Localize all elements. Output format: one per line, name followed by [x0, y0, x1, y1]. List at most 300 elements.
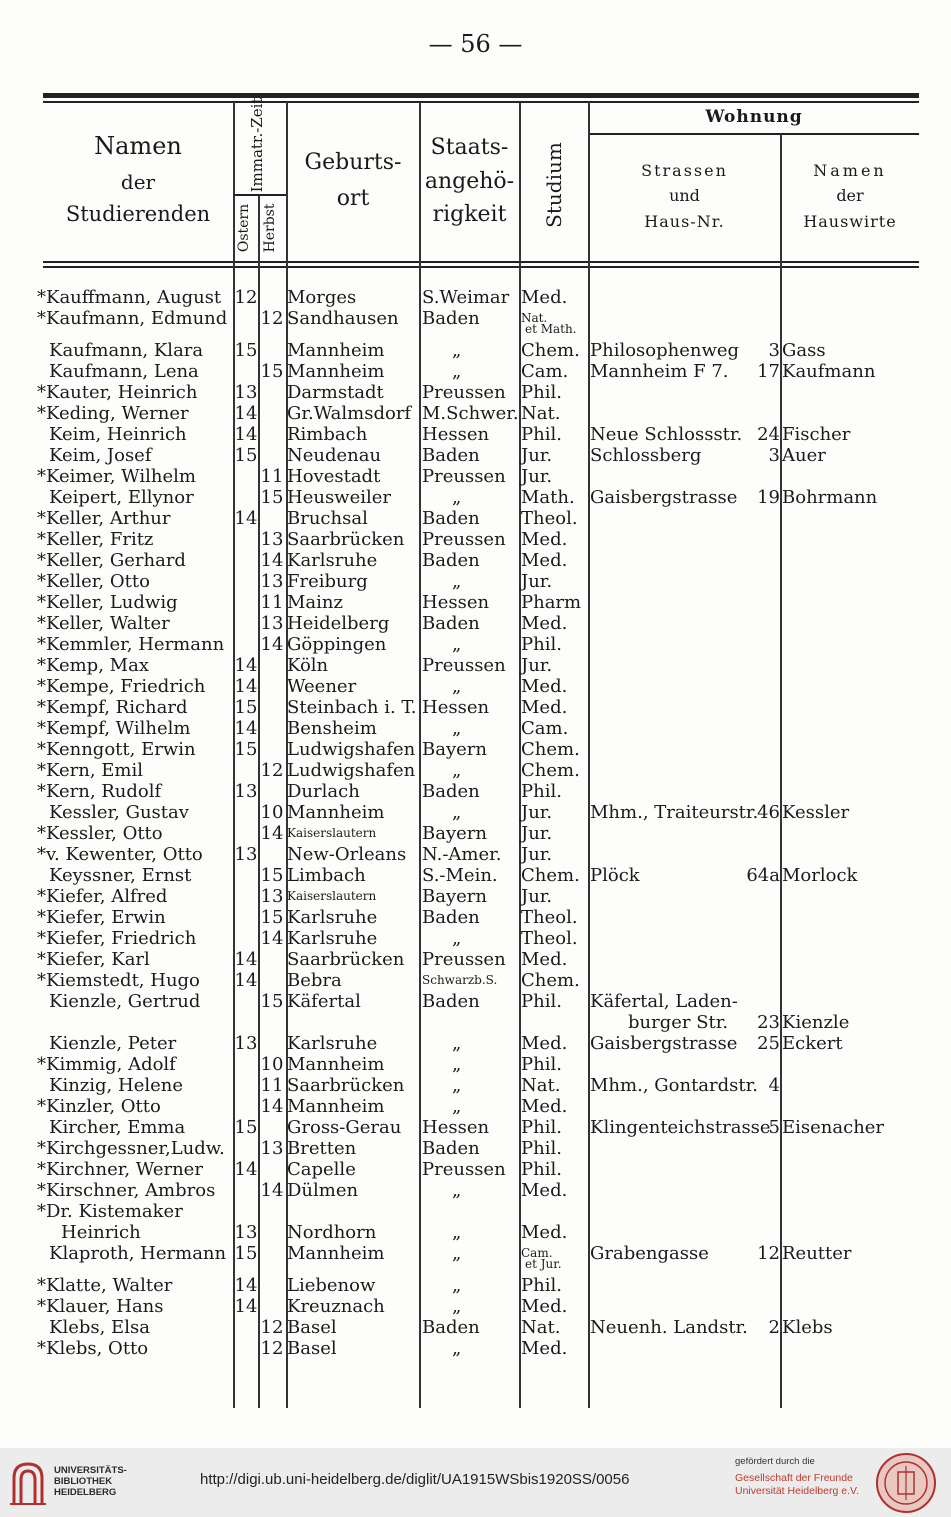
staatsangehoerigkeit: Preussen	[422, 466, 506, 487]
table-row	[0, 1222, 951, 1243]
header-rule-1	[43, 261, 919, 263]
staatsangehoerigkeit: „	[452, 361, 462, 382]
table-row	[0, 613, 951, 634]
table-row	[0, 445, 951, 466]
student-name: *Keller, Walter	[37, 613, 170, 634]
immatr-ostern: 15	[234, 340, 258, 361]
student-name: *Kempf, Wilhelm	[37, 718, 191, 739]
staatsangehoerigkeit: „	[452, 760, 462, 781]
staatsangehoerigkeit: „	[452, 1033, 462, 1054]
studium: Cam.	[521, 718, 569, 739]
table-row	[0, 1243, 951, 1271]
top-rule	[43, 93, 919, 98]
student-name: *Kaufmann, Edmund	[37, 308, 228, 329]
strasse: Schlossberg	[590, 445, 702, 466]
geburtsort: Karlsruhe	[287, 550, 378, 571]
staatsangehoerigkeit: Baden	[422, 445, 480, 466]
strasse: Klingenteichstrasse	[590, 1117, 771, 1138]
geburtsort: Mannheim	[287, 802, 385, 823]
table-row	[0, 739, 951, 760]
hauswirt: Klebs	[782, 1317, 833, 1338]
geburtsort: Mainz	[287, 592, 343, 613]
staatsangehoerigkeit: Baden	[422, 550, 480, 571]
geburtsort: Ludwigshafen	[287, 760, 416, 781]
studium: Phil.	[521, 991, 562, 1012]
student-name: *Kiemstedt, Hugo	[37, 970, 200, 991]
student-name: *Kiefer, Karl	[37, 949, 150, 970]
hausnummer: 12	[757, 1243, 780, 1264]
staatsangehoerigkeit: Baden	[422, 781, 480, 802]
hauswirt: Morlock	[782, 865, 858, 886]
table-row	[0, 655, 951, 676]
studium: Jur.	[521, 886, 553, 907]
immatr-herbst: 14	[260, 823, 284, 844]
immatr-herbst: 14	[260, 1096, 284, 1117]
table-row	[0, 760, 951, 781]
table-row	[0, 802, 951, 823]
studium: Phil.	[521, 1275, 562, 1296]
studium: Theol.	[521, 907, 578, 928]
staatsangehoerigkeit: „	[452, 928, 462, 949]
geburtsort: Köln	[287, 655, 329, 676]
student-name: *Kiefer, Erwin	[37, 907, 166, 928]
staatsangehoerigkeit: „	[452, 571, 462, 592]
immatr-ostern: 12	[234, 287, 258, 308]
staatsangehoerigkeit: Preussen	[422, 655, 506, 676]
staatsangehoerigkeit: Bayern	[422, 739, 487, 760]
header-namen: Namen	[94, 132, 182, 160]
student-name: Kinzig, Helene	[49, 1075, 184, 1096]
staatsangehoerigkeit: Baden	[422, 907, 480, 928]
student-name: *Kern, Emil	[37, 760, 143, 781]
staatsangehoerigkeit: Preussen	[422, 529, 506, 550]
immatr-ostern: 14	[234, 403, 258, 424]
student-name: *Kiefer, Friedrich	[37, 928, 197, 949]
geburtsort: Morges	[287, 287, 357, 308]
table-row	[0, 1296, 951, 1317]
student-name: *Klatte, Walter	[37, 1275, 173, 1296]
hauswirt: Bohrmann	[782, 487, 878, 508]
geburtsort: Karlsruhe	[287, 928, 378, 949]
staatsangehoerigkeit: N.-Amer.	[422, 844, 502, 865]
table-row	[0, 1201, 951, 1222]
header-der-wirte: der	[836, 186, 864, 205]
staatsangehoerigkeit: „	[452, 676, 462, 697]
geburtsort: Liebenow	[287, 1275, 376, 1296]
staatsangehoerigkeit: Hessen	[422, 592, 490, 613]
header-studierenden: Studierenden	[65, 202, 211, 226]
hausnummer: 24	[757, 424, 780, 445]
studium: Med.	[521, 1338, 568, 1359]
library-name: UNIVERSITÄTS- BIBLIOTHEK HEIDELBERG	[54, 1465, 127, 1498]
geburtsort: Capelle	[287, 1159, 356, 1180]
studium: Med.	[521, 529, 568, 550]
staatsangehoerigkeit: „	[452, 1275, 462, 1296]
staatsangehoerigkeit: „	[452, 1296, 462, 1317]
immatr-ostern: 14	[234, 655, 258, 676]
geburtsort: Neudenau	[287, 445, 382, 466]
geburtsort: Mannheim	[287, 361, 385, 382]
immatr-ostern: 15	[234, 1117, 258, 1138]
immatr-ostern: 14	[234, 424, 258, 445]
immatr-herbst: 13	[260, 529, 284, 550]
student-name: *Kessler, Otto	[37, 823, 163, 844]
table-row	[0, 949, 951, 970]
hauswirt: Reutter	[782, 1243, 852, 1264]
geburtsort: Nordhorn	[287, 1222, 377, 1243]
student-name: *Kirchner, Werner	[37, 1159, 203, 1180]
student-name: *Kiefer, Alfred	[37, 886, 168, 907]
header-strassen: Strassen	[641, 161, 728, 180]
hauswirt: Eisenacher	[782, 1117, 885, 1138]
geburtsort: Karlsruhe	[287, 907, 378, 928]
hauswirt: Kessler	[782, 802, 850, 823]
table-row	[0, 718, 951, 739]
staatsangehoerigkeit: S.Weimar	[422, 287, 510, 308]
staatsangehoerigkeit: „	[452, 718, 462, 739]
hausnummer: 25	[757, 1033, 780, 1054]
header-studium: Studium	[542, 142, 566, 228]
staatsangehoerigkeit: Baden	[422, 508, 480, 529]
strasse: Mhm., Gontardstr.	[590, 1075, 758, 1096]
staatsangehoerigkeit: Baden	[422, 991, 480, 1012]
immatr-ostern: 15	[234, 739, 258, 760]
studium: Phil.	[521, 1159, 562, 1180]
immatr-ostern: 15	[234, 697, 258, 718]
studium: Phil.	[521, 1054, 562, 1075]
table-row	[0, 1317, 951, 1338]
hauswirt: Eckert	[782, 1033, 843, 1054]
hauswirt: Fischer	[782, 424, 851, 445]
table-row	[0, 1054, 951, 1075]
table-row	[0, 886, 951, 907]
immatr-ostern: 13	[234, 844, 258, 865]
strasse: Philosophenweg	[590, 340, 740, 361]
library-logo-icon	[10, 1458, 46, 1506]
sponsor-name: Gesellschaft der Freunde Universität Heidelberg e.V.	[735, 1472, 859, 1497]
immatr-herbst: 15	[260, 487, 284, 508]
geburtsort: Saarbrücken	[287, 1075, 405, 1096]
student-name: *Kemmler, Hermann	[37, 634, 225, 655]
hausnummer: 19	[757, 487, 780, 508]
staatsangehoerigkeit: M.Schwer.	[422, 403, 519, 424]
top-rule-thin	[43, 101, 919, 103]
studium: Chem.	[521, 865, 580, 886]
table-row	[0, 676, 951, 697]
staatsangehoerigkeit: Bayern	[422, 886, 487, 907]
table-row	[0, 1180, 951, 1201]
table-row	[0, 424, 951, 445]
immatr-ostern: 14	[234, 1275, 258, 1296]
staatsangehoerigkeit: Hessen	[422, 424, 490, 445]
student-name: *Kempf, Richard	[37, 697, 188, 718]
geburtsort: Sandhausen	[287, 308, 399, 329]
geburtsort: Mannheim	[287, 1243, 385, 1264]
student-name: *Kern, Rudolf	[37, 781, 162, 802]
table-row	[0, 991, 951, 1033]
student-name: *Kirschner, Ambros	[37, 1180, 216, 1201]
hausnummer: 5	[768, 1117, 780, 1138]
studium: Cam.	[521, 361, 569, 382]
immatr-ostern: 14	[234, 970, 258, 991]
staatsangehoerigkeit: Hessen	[422, 1117, 490, 1138]
studium: Med.	[521, 1222, 568, 1243]
studium: Med.	[521, 949, 568, 970]
immatr-herbst: 15	[260, 907, 284, 928]
immatr-ostern: 15	[234, 445, 258, 466]
student-name: *Dr. Kistemaker	[37, 1201, 183, 1222]
student-name: *Klauer, Hans	[37, 1296, 164, 1317]
studium: Nat.	[521, 1075, 561, 1096]
staatsangehoerigkeit: „	[452, 634, 462, 655]
strasse: Grabengasse	[590, 1243, 709, 1264]
studium: Nat.	[521, 1317, 561, 1338]
hauswirt: Auer	[782, 445, 826, 466]
table-row	[0, 1275, 951, 1296]
geburtsort: Saarbrücken	[287, 949, 405, 970]
studium: Phil.	[521, 382, 562, 403]
student-name: *Keimer, Wilhelm	[37, 466, 196, 487]
student-name: *Kinzler, Otto	[37, 1096, 161, 1117]
studium: Med.	[521, 1180, 568, 1201]
geburtsort: Heusweiler	[287, 487, 392, 508]
header-geburts: Geburts-	[304, 150, 402, 175]
immatr-herbst: 14	[260, 928, 284, 949]
student-name: Klebs, Elsa	[49, 1317, 150, 1338]
student-name: *Keller, Gerhard	[37, 550, 186, 571]
strasse: Gaisbergstrasse	[590, 487, 738, 508]
immatr-herbst: 11	[260, 1075, 284, 1096]
header-ort: ort	[336, 186, 370, 211]
header-der: der	[120, 170, 156, 194]
hausnummer: 17	[757, 361, 780, 382]
studium: Jur.	[521, 655, 553, 676]
hausnummer: 46	[757, 802, 780, 823]
hausnummer: 3	[768, 445, 780, 466]
studium: Med.	[521, 676, 568, 697]
hausnummer: 3	[768, 340, 780, 361]
student-name: *Klebs, Otto	[37, 1338, 149, 1359]
staatsangehoerigkeit: „	[452, 340, 462, 361]
immatr-herbst: 13	[260, 886, 284, 907]
immatr-herbst: 10	[260, 1054, 284, 1075]
student-name: Kaufmann, Klara	[49, 340, 204, 361]
immatr-ostern: 14	[234, 1159, 258, 1180]
strasse: Käfertal, Laden-	[590, 991, 738, 1012]
table-row	[0, 287, 951, 308]
staatsangehoerigkeit: „	[452, 1054, 462, 1075]
immatr-herbst: 14	[260, 634, 284, 655]
table-row	[0, 1138, 951, 1159]
studium: Nat.	[521, 311, 548, 325]
geburtsort: Hovestadt	[287, 466, 381, 487]
table-row	[0, 308, 951, 336]
studium: Pharm	[521, 592, 582, 613]
strasse: Neuenh. Landstr.	[590, 1317, 748, 1338]
geburtsort: Karlsruhe	[287, 1033, 378, 1054]
table-row	[0, 508, 951, 529]
immatr-ostern: 13	[234, 1222, 258, 1243]
geburtsort: Steinbach i. T.	[287, 697, 417, 718]
header-staats: Staats-	[430, 135, 509, 160]
hauswirt: Kienzle	[782, 1012, 850, 1033]
student-name: *Keller, Ludwig	[37, 592, 178, 613]
geburtsort: Mannheim	[287, 340, 385, 361]
immatr-herbst: 15	[260, 361, 284, 382]
geburtsort: Basel	[287, 1317, 337, 1338]
studium: Med.	[521, 287, 568, 308]
geburtsort: Göppingen	[287, 634, 387, 655]
immatr-herbst: 14	[260, 1180, 284, 1201]
page-number: — 56 —	[428, 30, 523, 58]
student-name: Kaufmann, Lena	[49, 361, 199, 382]
table-row	[0, 1096, 951, 1117]
geburtsort: Weener	[287, 676, 357, 697]
student-name: Keipert, Ellynor	[49, 487, 194, 508]
table-row	[0, 340, 951, 361]
geburtsort: Limbach	[287, 865, 366, 886]
studium: Med.	[521, 1096, 568, 1117]
geburtsort: Freiburg	[287, 571, 368, 592]
staatsangehoerigkeit: Bayern	[422, 823, 487, 844]
header-angehoe: angehö-	[424, 169, 515, 194]
student-name: *Kauter, Heinrich	[37, 382, 198, 403]
hauswirt: Gass	[782, 340, 826, 361]
geburtsort: New-Orleans	[287, 844, 407, 865]
wohnung-rule	[589, 133, 919, 135]
studium-continued: et Math.	[525, 322, 577, 336]
strasse: Mhm., Traiteurstr.	[590, 802, 759, 823]
table-row	[0, 1159, 951, 1180]
geburtsort: Dülmen	[287, 1180, 359, 1201]
table-row	[0, 970, 951, 991]
studium: Phil.	[521, 424, 562, 445]
strasse: Neue Schlossstr.	[590, 424, 743, 445]
immatr-ostern: 15	[234, 1243, 258, 1264]
student-name: *Keller, Arthur	[37, 508, 171, 529]
studium: Jur.	[521, 445, 553, 466]
staatsangehoerigkeit: Baden	[422, 1317, 480, 1338]
immatr-ostern: 14	[234, 676, 258, 697]
studium: Chem.	[521, 739, 580, 760]
staatsangehoerigkeit: „	[452, 1222, 462, 1243]
table-row	[0, 907, 951, 928]
immatr-ostern: 13	[234, 781, 258, 802]
staatsangehoerigkeit: „	[452, 487, 462, 508]
table-row	[0, 844, 951, 865]
geburtsort: Kaiserslautern	[287, 826, 377, 840]
geburtsort: Bretten	[287, 1138, 357, 1159]
student-name: Keyssner, Ernst	[49, 865, 192, 886]
header-rigkeit: rigkeit	[432, 202, 507, 227]
table-row	[0, 361, 951, 382]
header-immatr-zeit: Immatr.-Zeit	[248, 97, 266, 193]
student-name: Kircher, Emma	[49, 1117, 186, 1138]
geburtsort: Darmstadt	[287, 382, 384, 403]
studium-continued: et Jur.	[525, 1257, 562, 1271]
studium: Jur.	[521, 823, 553, 844]
studium: Med.	[521, 613, 568, 634]
header-und: und	[669, 186, 700, 205]
table-row	[0, 487, 951, 508]
geburtsort: Mannheim	[287, 1096, 385, 1117]
geburtsort: Bensheim	[287, 718, 377, 739]
immatr-herbst: 12	[260, 760, 284, 781]
staatsangehoerigkeit: Preussen	[422, 1159, 506, 1180]
table-row	[0, 550, 951, 571]
student-name: *Kenngott, Erwin	[37, 739, 196, 760]
table-row	[0, 571, 951, 592]
geburtsort: Heidelberg	[287, 613, 390, 634]
table-row	[0, 1033, 951, 1054]
table-row	[0, 823, 951, 844]
student-name: *Kemp, Max	[37, 655, 149, 676]
table-row	[0, 865, 951, 886]
immatr-herbst: 12	[260, 1317, 284, 1338]
geburtsort: Kaiserslautern	[287, 889, 377, 903]
immatr-herbst: 10	[260, 802, 284, 823]
student-name: *Kirchgessner,Ludw.	[37, 1138, 225, 1159]
studium: Chem.	[521, 340, 580, 361]
immatr-ostern: 14	[234, 949, 258, 970]
staatsangehoerigkeit: S.-Mein.	[422, 865, 498, 886]
student-name: Heinrich	[61, 1222, 141, 1243]
table-row	[0, 928, 951, 949]
staatsangehoerigkeit: Preussen	[422, 949, 506, 970]
studium: Jur.	[521, 466, 553, 487]
immatr-ostern: 13	[234, 382, 258, 403]
staatsangehoerigkeit: „	[452, 1075, 462, 1096]
geburtsort: Käfertal	[287, 991, 361, 1012]
studium: Cam.	[521, 1246, 553, 1260]
immatr-herbst: 12	[260, 308, 284, 329]
student-name: *v. Kewenter, Otto	[37, 844, 203, 865]
table-row	[0, 1338, 951, 1359]
geburtsort: Kreuznach	[287, 1296, 385, 1317]
table-row	[0, 634, 951, 655]
geburtsort: Gross-Gerau	[287, 1117, 402, 1138]
hausnummer: 4	[768, 1075, 780, 1096]
permalink[interactable]: http://digi.ub.uni-heidelberg.de/diglit/UA1915WSbis1920SS/0056	[200, 1471, 630, 1488]
staatsangehoerigkeit: „	[452, 1243, 462, 1264]
strasse: Mannheim F 7.	[590, 361, 729, 382]
staatsangehoerigkeit: „	[452, 1338, 462, 1359]
student-name: Kienzle, Gertrud	[49, 991, 201, 1012]
immatr-ostern: 13	[234, 1033, 258, 1054]
immatr-herbst: 13	[260, 571, 284, 592]
studium: Phil.	[521, 781, 562, 802]
studium: Med.	[521, 1296, 568, 1317]
geburtsort: Ludwigshafen	[287, 739, 416, 760]
studium: Theol.	[521, 508, 578, 529]
staatsangehoerigkeit: Baden	[422, 1138, 480, 1159]
staatsangehoerigkeit: Preussen	[422, 382, 506, 403]
student-name: *Keding, Werner	[37, 403, 189, 424]
geburtsort: Bruchsal	[287, 508, 368, 529]
geburtsort: Saarbrücken	[287, 529, 405, 550]
studium: Phil.	[521, 634, 562, 655]
student-name: Keim, Heinrich	[49, 424, 187, 445]
header-rule-2	[43, 266, 919, 268]
table-row	[0, 382, 951, 403]
student-name: *Keller, Fritz	[37, 529, 154, 550]
header-hausnr: Haus-Nr.	[644, 212, 725, 231]
immatr-herbst: 13	[260, 613, 284, 634]
staatsangehoerigkeit: „	[452, 1180, 462, 1201]
student-name: Keim, Josef	[49, 445, 152, 466]
student-name: Klaproth, Hermann	[49, 1243, 227, 1264]
geburtsort: Durlach	[287, 781, 360, 802]
